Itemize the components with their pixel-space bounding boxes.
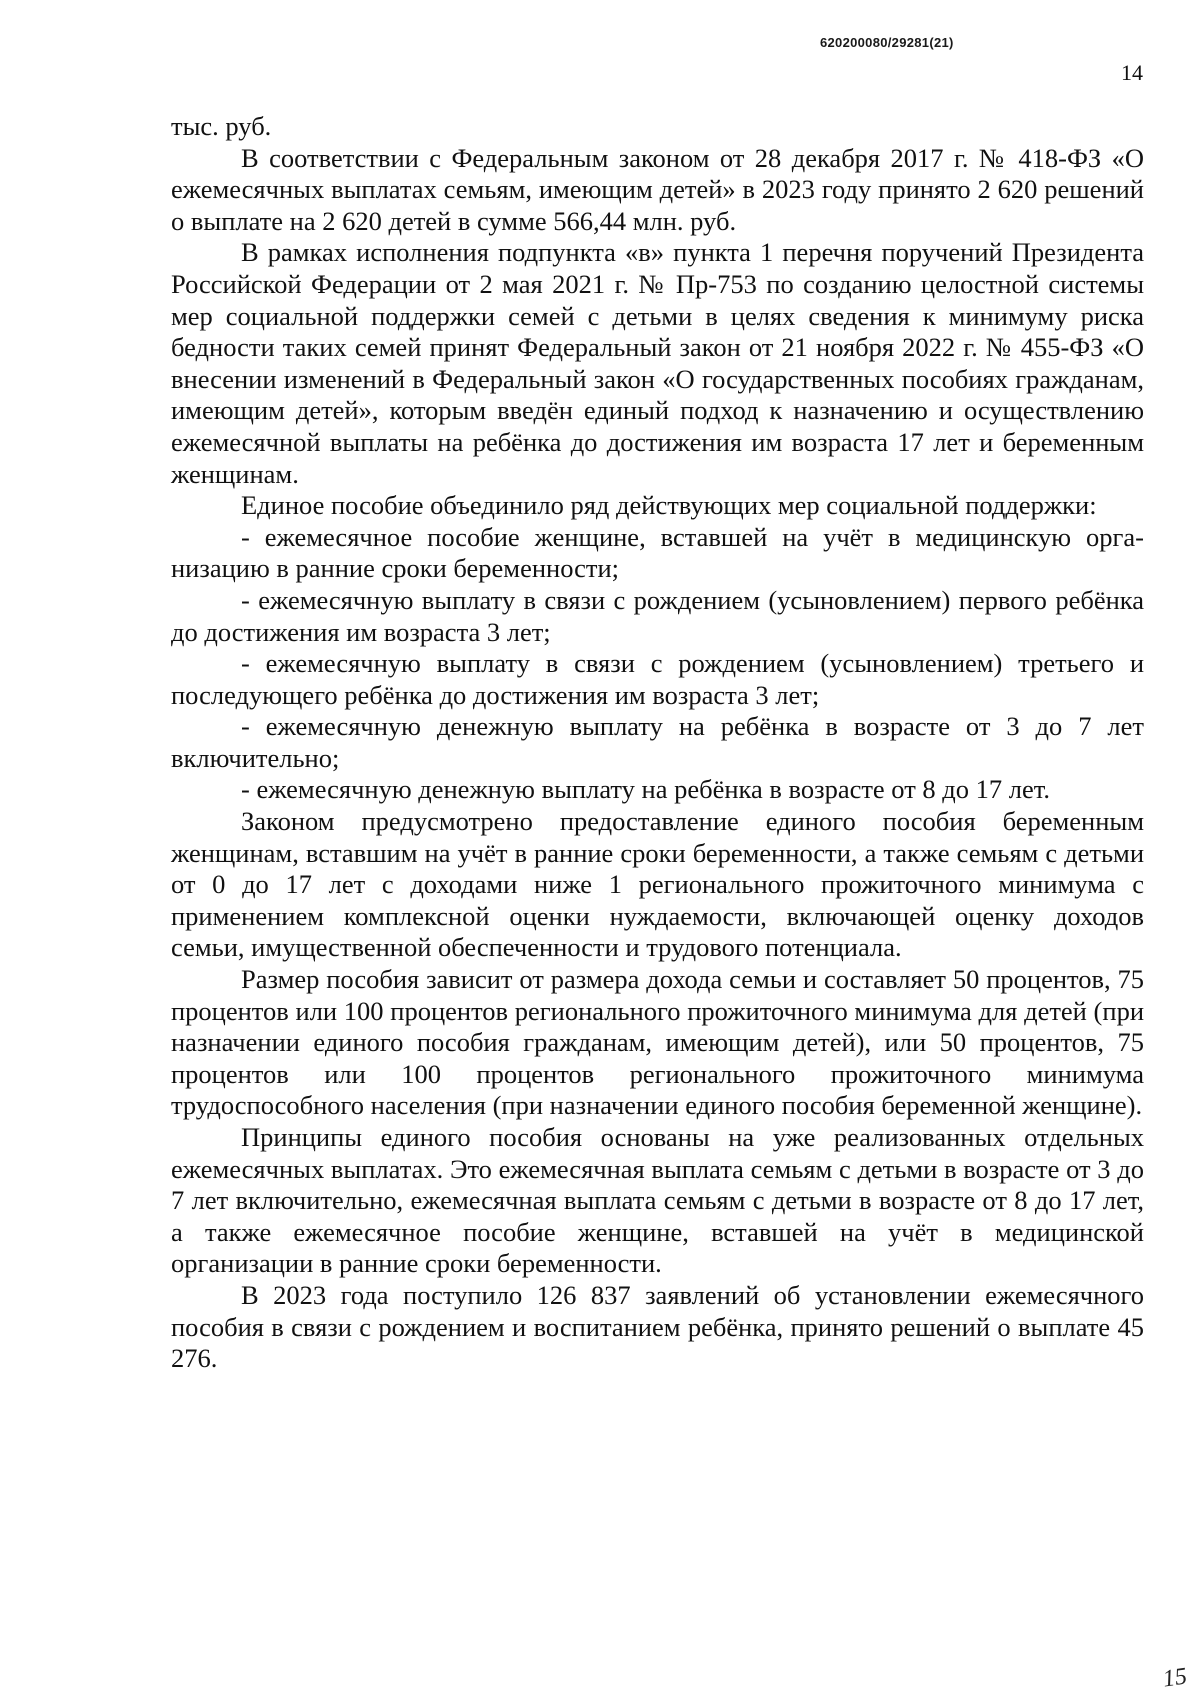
body-text xyxy=(171,111,1144,1375)
paragraph: В соответствии с Федеральным законом от 28 декабря 2017 г. № 418-ФЗ «О ежемесячных выплатах семьям, имеющим детей» в 2023 году принято 2 620 решений о выплате на 2 620 детей в сумме 566,44 млн. руб. xyxy=(171,142,1144,236)
list-item: - ежемесячное пособие женщине, вставшей на учёт в медицинскую организацию в ранние сроки беременности; xyxy=(171,521,1144,584)
list-item: - ежемесячную выплату в связи с рождением (усыновлением) первого ребёнка до достижения им возраста 3 лет; xyxy=(171,584,1144,647)
paragraph: В рамках исполнения подпункта «в» пункта 1 перечня поручений Президента Российской Федерации от 2 мая 2021 г. № Пр-753 по созданию целостной системы мер социальной поддержки семей с детьми в целях сведения к минимуму риска бедности таких семей принят Федеральный закон от 21 ноября 2022 г. № 455-ФЗ «О внесении изменений в Федеральный закон «О государственных пособиях гражданам, имеющим детей», которым введён единый подход к назначению и осуществлению ежемесячной выплаты на ребёнка до достижения им возраста 17 лет и беременным женщинам. xyxy=(171,237,1144,489)
list-item: - ежемесячную выплату в связи с рождением (усыновлением) третьего и последующего ребёнка до достижения им возраста 3 лет; xyxy=(171,648,1144,710)
paragraph: Единое пособие объединило ряд действующих мер социальной поддержки: xyxy=(241,490,1097,521)
paragraph: В 2023 года поступило 126 837 заявлений об установлении ежемесячного пособия в связи с рождением и воспитанием ребёнка, принято решений о выплате 45 276. xyxy=(171,1279,1144,1374)
page-number: 14 xyxy=(1121,60,1143,85)
paragraph: тыс. руб. xyxy=(171,111,272,141)
list-item: - ежемесячную денежную выплату на ребёнка в возрасте от 8 до 17 лет. xyxy=(241,774,1050,805)
list-item: - ежемесячную денежную выплату на ребёнка в возрасте от 3 до 7 лет включительно; xyxy=(171,711,1144,773)
paragraph: Принципы единого пособия основаны на уже реализованных отдельных ежемесячных выплатах. Это ежемесячная выплата семьям с детьми в возрасте от 3 до 7 лет включительно, ежемесячная выплата семьям с детьми в возрасте от 8 до 17 лет, а также ежемесячное пособие женщине, вставшей на учёт в медицинской организации в ранние сроки беременности. xyxy=(171,1122,1144,1279)
document-id: 620200080/29281(21) xyxy=(820,35,954,50)
handwritten-page-mark: 15 xyxy=(1161,1663,1189,1693)
paragraph: Законом предусмотрено предоставление единого пособия беременным женщинам, вставшим на учёт в ранние сроки беременности, а также семьям с детьми от 0 до 17 лет с доходами ниже 1 регионального прожиточного минимума с применением комплексной оценки нуждаемости, включающей оценку доходов семьи, имущественной обеспеченности и трудового потенциала. xyxy=(171,806,1144,963)
paragraph: Размер пособия зависит от размера дохода семьи и составляет 50 процентов, 75 процентов или 100 процентов регионального прожиточного минимума для детей (при назначении единого пособия гражданам, имеющим детей), или 50 процентов, 75 процентов или 100 процентов регионального прожиточного минимума трудоспособного населения (при назначении единого пособия беременной женщине). xyxy=(171,964,1144,1121)
